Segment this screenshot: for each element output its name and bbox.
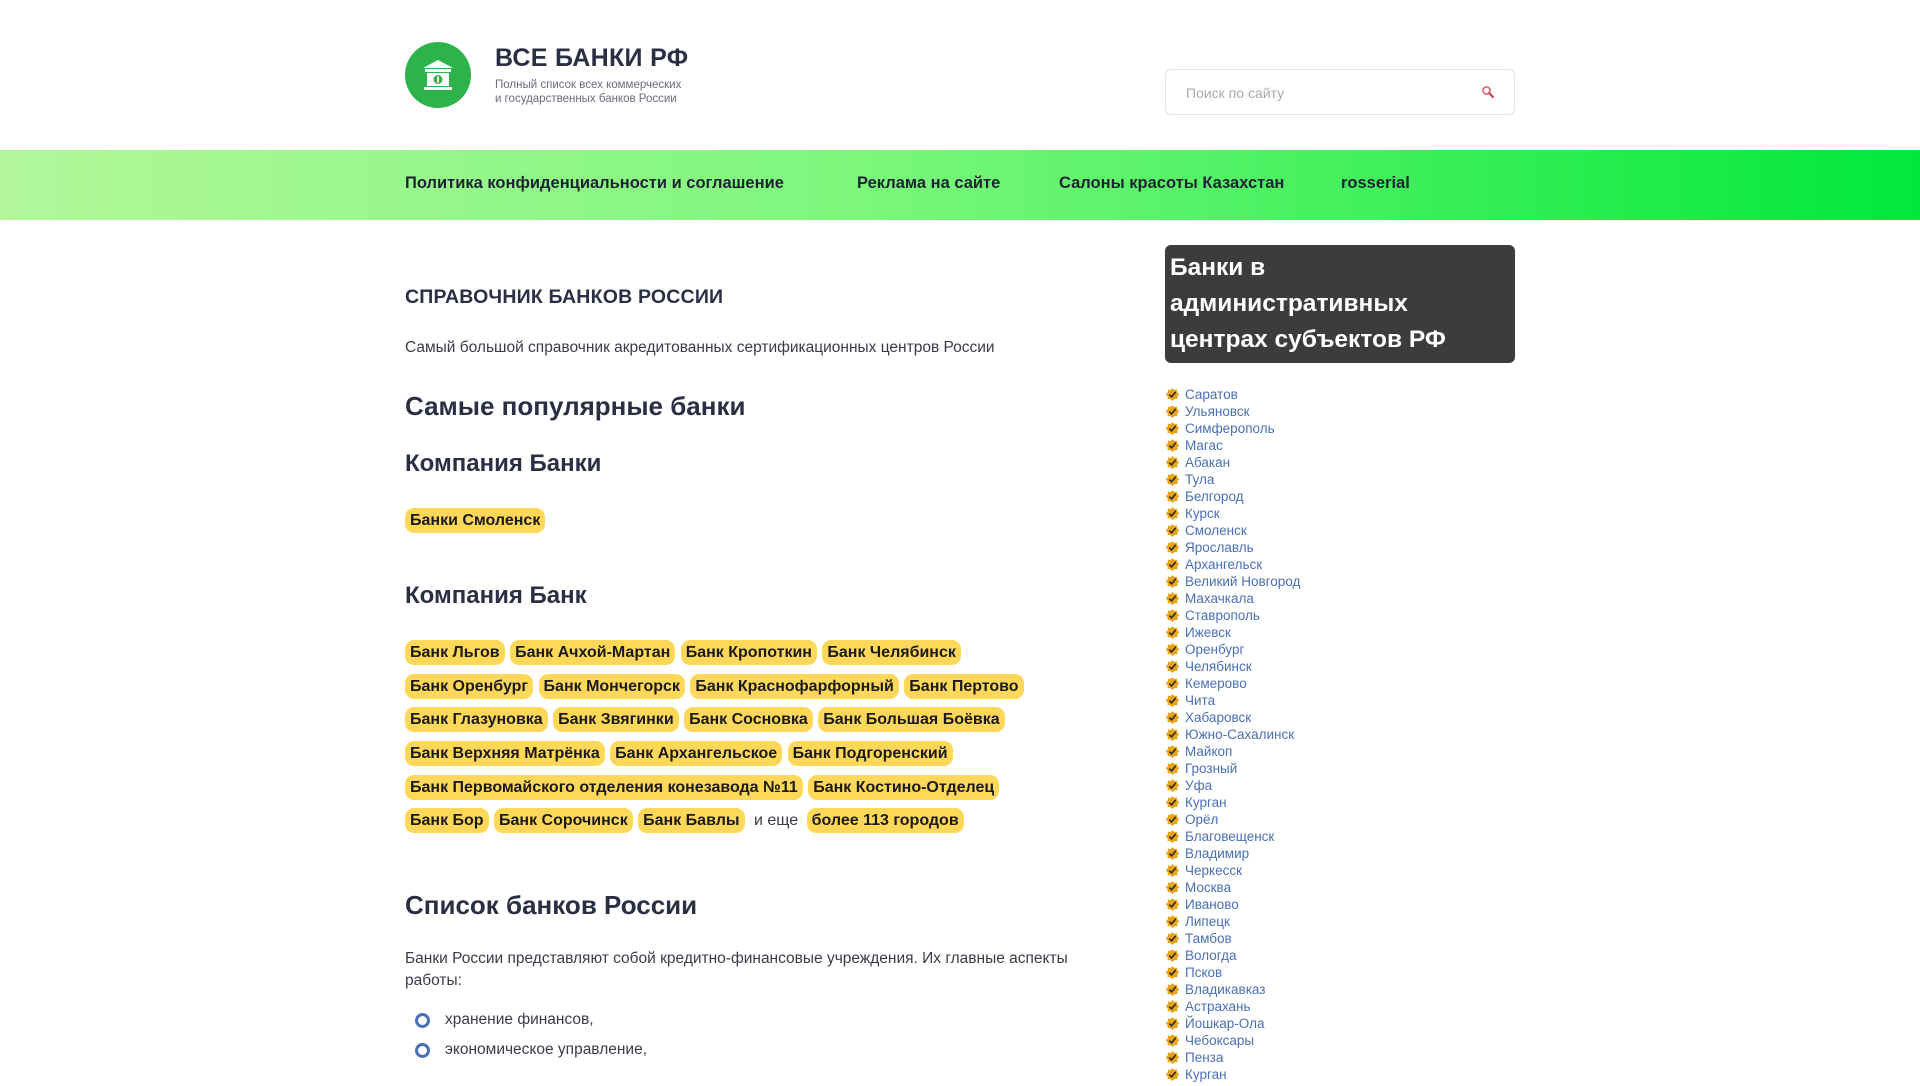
check-badge-icon xyxy=(1165,846,1180,861)
check-badge-icon xyxy=(1165,1016,1180,1031)
city-link[interactable]: Владикавказ xyxy=(1185,982,1266,997)
tag-bank-link[interactable]: Банк Архангельское xyxy=(610,741,782,766)
check-badge-icon xyxy=(1165,999,1180,1014)
check-badge-icon xyxy=(1165,744,1180,759)
city-link[interactable]: Пенза xyxy=(1185,1050,1224,1065)
city-link[interactable]: Липецк xyxy=(1185,914,1230,929)
banks-list-heading: Список банков России xyxy=(405,890,698,920)
city-list-item xyxy=(1165,743,1300,760)
tag-row xyxy=(405,707,1125,741)
city-link[interactable]: Оренбург xyxy=(1185,642,1245,657)
city-link[interactable]: Архангельск xyxy=(1185,557,1263,572)
city-list-item xyxy=(1165,471,1300,488)
city-link[interactable]: Псков xyxy=(1185,965,1223,980)
city-link[interactable]: Майкоп xyxy=(1185,744,1233,759)
city-link[interactable]: Вологда xyxy=(1185,948,1237,963)
tag-bank-link[interactable]: Банк Подгоренский xyxy=(788,741,953,766)
check-badge-icon xyxy=(1165,693,1180,708)
tag-bank-link[interactable]: Банк Льгов xyxy=(405,640,505,665)
city-list-item xyxy=(1165,1032,1300,1049)
city-list-item xyxy=(1165,590,1300,607)
tag-bank-link[interactable]: Банк Звягинки xyxy=(553,707,679,732)
more-cities-link[interactable]: более 113 городов xyxy=(807,808,964,833)
check-badge-icon xyxy=(1165,1050,1180,1065)
tag-bank-link[interactable]: Банк Бавлы xyxy=(638,808,744,833)
company-bank-heading: Компания Банк xyxy=(405,582,587,609)
banks-aspects-list xyxy=(405,1010,647,1070)
city-link[interactable]: Абакан xyxy=(1185,455,1231,470)
check-badge-icon xyxy=(1165,829,1180,844)
city-list-item xyxy=(1165,420,1300,437)
city-link[interactable]: Курган xyxy=(1185,1067,1227,1082)
main-nav xyxy=(0,150,1920,220)
search-input[interactable] xyxy=(1186,82,1466,104)
city-link[interactable]: Черкесск xyxy=(1185,863,1242,878)
check-badge-icon xyxy=(1165,574,1180,589)
check-badge-icon xyxy=(1165,591,1180,606)
check-badge-icon xyxy=(1165,931,1180,946)
city-link[interactable]: Иваново xyxy=(1185,897,1239,912)
city-link[interactable]: Симферополь xyxy=(1185,421,1275,436)
tag-bank-link[interactable]: Банки Смоленск xyxy=(405,508,545,533)
city-link[interactable]: Йошкар-Ола xyxy=(1185,1016,1265,1031)
city-list-item xyxy=(1165,1066,1300,1083)
sidebar xyxy=(1165,245,1515,1082)
city-link[interactable]: Южно-Сахалинск xyxy=(1185,727,1295,742)
city-link[interactable]: Белгород xyxy=(1185,489,1244,504)
tag-bank-link[interactable]: Банк Сорочинск xyxy=(494,808,633,833)
check-badge-icon xyxy=(1165,710,1180,725)
city-list-item xyxy=(1165,947,1300,964)
city-link[interactable]: Смоленск xyxy=(1185,523,1247,538)
city-list-item xyxy=(1165,624,1300,641)
city-list-item xyxy=(1165,454,1300,471)
site-subtitle-line2: и государственных банков России xyxy=(495,93,677,105)
city-list-item xyxy=(1165,862,1300,879)
tag-bank-link[interactable]: Банк Мончегорск xyxy=(539,674,685,699)
city-list-item xyxy=(1165,1015,1300,1032)
check-badge-icon xyxy=(1165,761,1180,776)
sidebar-heading xyxy=(1165,245,1515,363)
city-link[interactable]: Тамбов xyxy=(1185,931,1232,946)
check-badge-icon xyxy=(1165,863,1180,878)
city-list xyxy=(1165,386,1300,1083)
city-link[interactable]: Ярославль xyxy=(1185,540,1254,555)
reference-title: СПРАВОЧНИК БАНКОВ РОССИИ xyxy=(405,286,724,308)
city-list-item xyxy=(1165,879,1300,896)
tag-bank-link[interactable]: Банк Большая Боёвка xyxy=(818,707,1004,732)
tag-bank-link[interactable]: Банк Глазуновка xyxy=(405,707,548,732)
and-more-text: и еще xyxy=(753,812,799,830)
city-link[interactable]: Великий Новгород xyxy=(1185,574,1301,589)
tag-row xyxy=(405,640,1125,674)
nav-item-privacy[interactable]: Политика конфиденциальности и соглашение xyxy=(405,174,784,192)
check-badge-icon xyxy=(1165,1033,1180,1048)
tag-bank-link[interactable]: Банк Сосновка xyxy=(684,707,813,732)
sidebar-title-line3: центрах субъектов РФ xyxy=(1170,326,1446,353)
nav-item-rosserial[interactable]: rosserial xyxy=(1341,174,1410,192)
site-title[interactable]: ВСЕ БАНКИ РФ xyxy=(495,44,689,72)
city-list-item xyxy=(1165,930,1300,947)
check-badge-icon xyxy=(1165,608,1180,623)
check-badge-icon xyxy=(1165,489,1180,504)
city-link[interactable]: Курган xyxy=(1185,795,1227,810)
intro-text: Самый большой справочник акредитованных сертификационных центров России xyxy=(405,339,995,356)
check-badge-icon xyxy=(1165,455,1180,470)
city-list-item xyxy=(1165,794,1300,811)
tag-row xyxy=(405,741,1125,775)
city-link[interactable]: Саратов xyxy=(1185,387,1238,402)
city-list-item xyxy=(1165,607,1300,624)
city-list-item xyxy=(1165,505,1300,522)
check-badge-icon xyxy=(1165,897,1180,912)
list-item xyxy=(405,1010,647,1040)
site-subtitle-line1: Полный список всех коммерческих xyxy=(495,79,682,91)
check-badge-icon xyxy=(1165,387,1180,402)
city-link[interactable]: Грозный xyxy=(1185,761,1238,776)
sidebar-title-line2: административных xyxy=(1170,290,1408,317)
city-link[interactable]: Орёл xyxy=(1185,812,1219,827)
check-badge-icon xyxy=(1165,965,1180,980)
city-link[interactable]: Благовещенск xyxy=(1185,829,1275,844)
ring-bullet-icon xyxy=(415,1043,430,1058)
city-list-item xyxy=(1165,658,1300,675)
tag-bank-link[interactable]: Банк Верхняя Матрёнка xyxy=(405,741,605,766)
city-link[interactable]: Челябинск xyxy=(1185,659,1252,674)
city-link[interactable]: Ульяновск xyxy=(1185,404,1250,419)
check-badge-icon xyxy=(1165,557,1180,572)
city-list-item xyxy=(1165,896,1300,913)
city-list-item xyxy=(1165,692,1300,709)
company-bank-tags xyxy=(405,640,1125,842)
city-list-item xyxy=(1165,777,1300,794)
city-list-item xyxy=(1165,760,1300,777)
company-banks-heading: Компания Банки xyxy=(405,450,602,477)
check-badge-icon xyxy=(1165,438,1180,453)
check-badge-icon xyxy=(1165,404,1180,419)
city-link[interactable]: Тула xyxy=(1185,472,1215,487)
city-link[interactable]: Ставрополь xyxy=(1185,608,1260,623)
check-badge-icon xyxy=(1165,540,1180,555)
city-link[interactable]: Чита xyxy=(1185,693,1216,708)
city-link[interactable]: Уфа xyxy=(1185,778,1213,793)
popular-banks-heading: Самые популярные банки xyxy=(405,391,746,421)
city-list-item xyxy=(1165,675,1300,692)
city-link[interactable]: Махачкала xyxy=(1185,591,1254,606)
company-banks-tags xyxy=(405,508,546,541)
list-item-text: экономическое управление, xyxy=(445,1041,647,1058)
city-link[interactable]: Москва xyxy=(1185,880,1232,895)
tag-row xyxy=(405,775,1125,809)
city-list-item xyxy=(1165,522,1300,539)
check-badge-icon xyxy=(1165,914,1180,929)
check-badge-icon xyxy=(1165,659,1180,674)
city-list-item xyxy=(1165,641,1300,658)
site-logo[interactable] xyxy=(405,42,471,108)
check-badge-icon xyxy=(1165,625,1180,640)
tag-bank-link[interactable]: Банк Челябинск xyxy=(822,640,960,665)
bank-building-icon xyxy=(419,56,457,94)
city-list-item xyxy=(1165,913,1300,930)
city-list-item xyxy=(1165,386,1300,403)
tag-row xyxy=(405,808,1125,842)
tag-bank-link[interactable]: Банк Кропоткин xyxy=(681,640,817,665)
city-list-item xyxy=(1165,709,1300,726)
city-list-item xyxy=(1165,845,1300,862)
site-header xyxy=(0,0,1920,150)
tag-bank-link[interactable]: Банк Бор xyxy=(405,808,489,833)
city-list-item xyxy=(1165,828,1300,845)
check-badge-icon xyxy=(1165,982,1180,997)
city-list-item xyxy=(1165,556,1300,573)
check-badge-icon xyxy=(1165,812,1180,827)
list-item xyxy=(405,1040,647,1070)
check-badge-icon xyxy=(1165,676,1180,691)
magnifier-icon[interactable] xyxy=(1480,84,1496,100)
city-link[interactable]: Курск xyxy=(1185,506,1220,521)
check-badge-icon xyxy=(1165,472,1180,487)
check-badge-icon xyxy=(1165,880,1180,895)
city-link[interactable]: Астрахань xyxy=(1185,999,1251,1014)
site-subtitle xyxy=(495,78,715,106)
tag-bank-link[interactable]: Банк Краснофарфорный xyxy=(690,674,898,699)
city-link[interactable]: Кемерово xyxy=(1185,676,1247,691)
tag-bank-link[interactable]: Банк Оренбург xyxy=(405,674,533,699)
search-box xyxy=(1165,69,1515,115)
nav-item-ads[interactable]: Реклама на сайте xyxy=(857,174,1001,192)
tag-bank-link[interactable]: Банк Костино-Отделец xyxy=(808,775,999,800)
tag-bank-link[interactable]: Банк Ачхой-Мартан xyxy=(510,640,675,665)
city-list-item xyxy=(1165,726,1300,743)
check-badge-icon xyxy=(1165,523,1180,538)
list-item-text: хранение финансов, xyxy=(445,1011,594,1028)
city-list-item xyxy=(1165,998,1300,1015)
city-link[interactable]: Чебоксары xyxy=(1185,1033,1255,1048)
city-list-item xyxy=(1165,403,1300,420)
city-list-item xyxy=(1165,1049,1300,1066)
city-link[interactable]: Ижевск xyxy=(1185,625,1231,640)
tag-row xyxy=(405,674,1125,708)
city-link[interactable]: Владимир xyxy=(1185,846,1250,861)
nav-item-beauty-salons[interactable]: Салоны красоты Казахстан xyxy=(1059,174,1285,192)
ring-bullet-icon xyxy=(415,1013,430,1028)
city-link[interactable]: Хабаровск xyxy=(1185,710,1252,725)
banks-list-description: Банки России представляют собой кредитно-финансовые учреждения. Их главные аспекты работы: xyxy=(405,950,1068,989)
city-link[interactable]: Магас xyxy=(1185,438,1223,453)
city-list-item xyxy=(1165,811,1300,828)
city-list-item xyxy=(1165,981,1300,998)
tag-bank-link[interactable]: Банк Первомайского отделения конезавода №11 xyxy=(405,775,803,800)
city-list-item xyxy=(1165,964,1300,981)
check-badge-icon xyxy=(1165,778,1180,793)
tag-bank-link[interactable]: Банк Пертово xyxy=(904,674,1023,699)
check-badge-icon xyxy=(1165,727,1180,742)
city-list-item xyxy=(1165,488,1300,505)
check-badge-icon xyxy=(1165,948,1180,963)
check-badge-icon xyxy=(1165,642,1180,657)
sidebar-title-line1: Банки в xyxy=(1170,254,1266,281)
check-badge-icon xyxy=(1165,421,1180,436)
check-badge-icon xyxy=(1165,795,1180,810)
city-list-item xyxy=(1165,573,1300,590)
city-list-item xyxy=(1165,437,1300,454)
check-badge-icon xyxy=(1165,506,1180,521)
city-list-item xyxy=(1165,539,1300,556)
